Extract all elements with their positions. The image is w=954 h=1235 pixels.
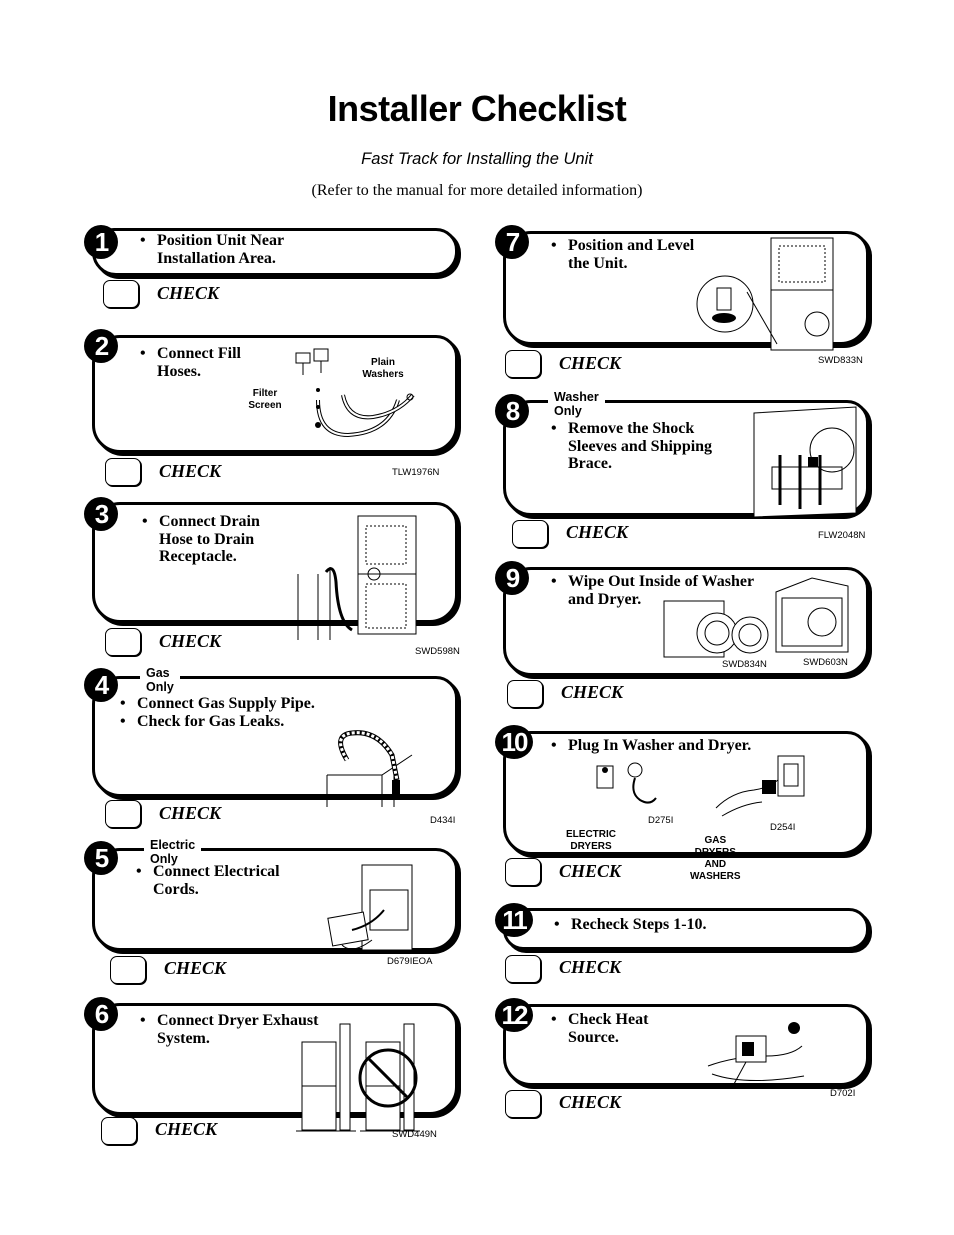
heat-source-illustration bbox=[706, 1016, 806, 1092]
step-9-figure-code-2: SWD603N bbox=[803, 657, 848, 668]
step-6-figure-code: SWD449N bbox=[392, 1129, 437, 1140]
step-12-item: • Check Heat Source. bbox=[551, 1011, 701, 1046]
step-3-check-box[interactable] bbox=[105, 628, 141, 656]
step-2-check-box[interactable] bbox=[105, 458, 141, 486]
step-6-number: 6 bbox=[84, 997, 118, 1031]
step-10-item: • Plug In Washer and Dryer. bbox=[551, 737, 791, 755]
step-12-check-label: CHECK bbox=[559, 1092, 622, 1112]
electrical-cords-illustration bbox=[322, 860, 422, 960]
step-10-figure-code-2: D254I bbox=[770, 822, 796, 833]
electric-dryers-caption: ELECTRIC DRYERS bbox=[566, 829, 616, 852]
step-2-number: 2 bbox=[84, 329, 118, 363]
plain-washers-label: Plain Washers bbox=[362, 357, 404, 380]
washer-drum-illustration bbox=[662, 597, 772, 659]
step-8-tag: Washer Only bbox=[548, 390, 605, 418]
electric-plugs-illustration bbox=[590, 758, 670, 813]
step-11-check-label: CHECK bbox=[559, 957, 622, 977]
step-5-check-label: CHECK bbox=[164, 958, 227, 978]
dryer-drum-illustration bbox=[772, 574, 852, 656]
step-3-list bbox=[142, 513, 282, 566]
step-8-list bbox=[551, 420, 721, 473]
step-2-figure-code: TLW1976N bbox=[392, 467, 440, 478]
step-10-check-label: CHECK bbox=[559, 861, 622, 881]
page-title: Installer Checklist bbox=[327, 88, 627, 129]
step-9-figure-code-1: SWD834N bbox=[722, 659, 767, 670]
step-3-figure-code: SWD598N bbox=[415, 646, 460, 657]
step-10-figure-code-1: D275I bbox=[648, 815, 674, 826]
drain-hose-illustration bbox=[290, 512, 430, 647]
step-8-figure-code: FLW2048N bbox=[818, 530, 866, 541]
dryer-exhaust-illustration bbox=[296, 1018, 436, 1136]
step-9-check-box[interactable] bbox=[507, 680, 543, 708]
step-4-item-2: • Check for Gas Leaks. bbox=[120, 713, 360, 731]
step-10-check-box[interactable] bbox=[505, 858, 541, 886]
step-1-list bbox=[140, 232, 340, 267]
step-11-item: • Recheck Steps 1-10. bbox=[554, 916, 794, 934]
step-1-check-box[interactable] bbox=[103, 280, 139, 308]
step-7-item: • Position and Level the Unit. bbox=[551, 237, 701, 272]
step-7-list bbox=[551, 237, 701, 272]
step-7-check-label: CHECK bbox=[559, 353, 622, 373]
step-10-number: 10 bbox=[495, 725, 533, 759]
step-5-check-box[interactable] bbox=[110, 956, 146, 984]
step-12-list bbox=[551, 1011, 701, 1046]
step-5-figure-code: D679IEOA bbox=[387, 956, 433, 967]
step-6-check-box[interactable] bbox=[101, 1117, 137, 1145]
gas-supply-illustration bbox=[322, 725, 417, 810]
step-4-figure-code: D434I bbox=[430, 815, 456, 826]
step-7-figure-code: SWD833N bbox=[818, 355, 863, 366]
step-9-item: • Wipe Out Inside of Washer and Dryer. bbox=[551, 573, 781, 608]
step-5-item: • Connect Electrical Cords. bbox=[136, 863, 306, 898]
step-3-check-label: CHECK bbox=[159, 631, 222, 651]
gas-plug-illustration bbox=[712, 752, 812, 822]
step-11-number: 11 bbox=[495, 903, 533, 937]
step-4-tag: Gas Only bbox=[140, 666, 180, 694]
step-8-check-label: CHECK bbox=[566, 522, 629, 542]
step-4-number: 4 bbox=[84, 668, 118, 702]
step-11-check-box[interactable] bbox=[505, 955, 541, 983]
step-11-list bbox=[554, 916, 794, 934]
step-3-item: • Connect Drain Hose to Drain Receptacle. bbox=[142, 513, 282, 566]
step-1-check-label: CHECK bbox=[157, 283, 220, 303]
step-6-item: • Connect Dryer Exhaust System. bbox=[140, 1012, 340, 1047]
step-5-tag: Electric Only bbox=[144, 838, 201, 866]
step-8-number: 8 bbox=[495, 394, 529, 428]
step-6-check-label: CHECK bbox=[155, 1119, 218, 1139]
step-5-number: 5 bbox=[84, 841, 118, 875]
step-4-item-1: • Connect Gas Supply Pipe. bbox=[120, 695, 360, 713]
level-unit-illustration bbox=[695, 234, 845, 354]
step-5-list bbox=[136, 863, 306, 898]
page-note: (Refer to the manual for more detailed information) bbox=[311, 182, 643, 199]
step-9-number: 9 bbox=[495, 561, 529, 595]
step-12-check-box[interactable] bbox=[505, 1090, 541, 1118]
step-2-item: • Connect Fill Hoses. bbox=[140, 345, 270, 380]
step-3-number: 3 bbox=[84, 497, 118, 531]
step-2-list bbox=[140, 345, 270, 380]
step-7-number: 7 bbox=[495, 225, 529, 259]
step-12-number: 12 bbox=[495, 998, 533, 1032]
step-2-check-label: CHECK bbox=[159, 461, 222, 481]
step-8-item: • Remove the Shock Sleeves and Shipping Brace. bbox=[551, 420, 721, 473]
shipping-brace-illustration bbox=[752, 405, 862, 525]
step-4-check-label: CHECK bbox=[159, 803, 222, 823]
step-7-check-box[interactable] bbox=[505, 350, 541, 378]
gas-dryers-washers-caption: GAS DRYERS AND WASHERS bbox=[690, 835, 741, 882]
step-12-figure-code: D702I bbox=[830, 1088, 856, 1099]
step-1-item: • Position Unit Near Installation Area. bbox=[140, 232, 340, 267]
step-9-check-label: CHECK bbox=[561, 682, 624, 702]
filter-screen-label: Filter Screen bbox=[248, 388, 282, 411]
page-subtitle: Fast Track for Installing the Unit bbox=[361, 150, 593, 168]
step-8-check-box[interactable] bbox=[512, 520, 548, 548]
step-4-check-box[interactable] bbox=[105, 800, 141, 828]
step-1-number: 1 bbox=[84, 225, 118, 259]
